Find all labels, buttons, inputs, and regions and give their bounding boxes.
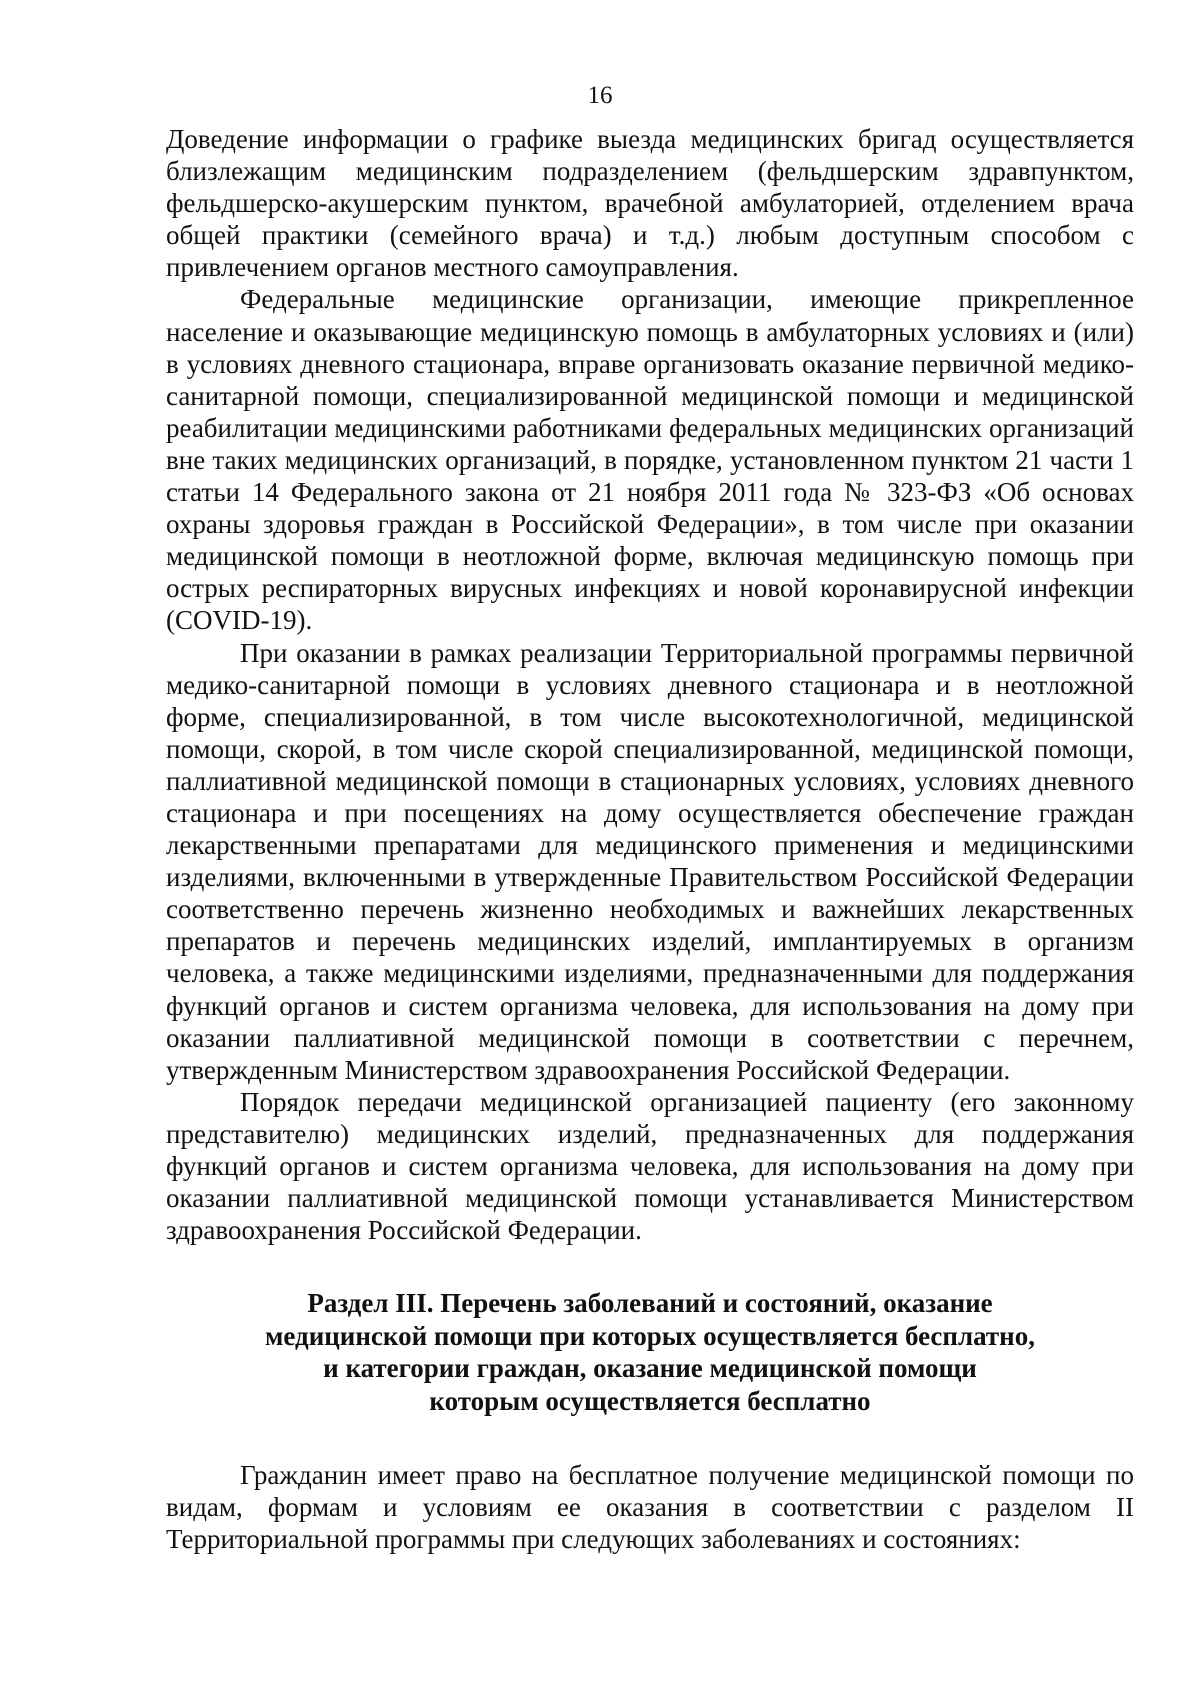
section-heading [166,1287,1134,1417]
paragraph-free-care-right: Гражданин имеет право на бесплатное получение медицинской помощи по видам, формам и условиям ее оказания в соответствии с разделом II Территориальной программы при следующих заболеваниях и состояниях: [166,1460,1134,1555]
section-heading-line: которым осуществляется бесплатно [429,1385,871,1416]
paragraph-device-transfer: Порядок передачи медицинской организацией пациенту (его законному представителю) медицинских изделий, предназначенных для поддержания функций органов и систем организма человека, для использования на дому при оказании паллиативной медицинской помощи устанавливается Министерством здравоохранения Российской Федерации. [166,1086,1134,1246]
section-heading-line: Раздел III. Перечень заболеваний и состояний, оказание [307,1288,993,1319]
paragraph-brigade-schedule: Доведение информации о графике выезда медицинских бригад осуществляется близлежащим медицинским подразделением (фельдшерским здравпунктом, фельдшерско-акушерским пунктом, врачебной амбулаторией, отделением врача общей практики (семейного врача) и т.д.) любым доступным способом с привлечением органов местного самоуправления. [166,124,1134,283]
section-heading-line: и категории граждан, оказание медицинской помощи [323,1353,977,1384]
document-body [166,123,1134,1556]
section-heading-line: медицинской помощи при которых осуществляется бесплатно, [265,1320,1035,1351]
paragraph-drug-provision: При оказании в рамках реализации Территориальной программы первичной медико-санитарной помощи в условиях дневного стационара и в неотложной форме, специализированной, в том числе высокотехнологичной, медицинской помощи, скорой, в том числе скорой специализированной, медицинской помощи, паллиативной медицинской помощи в стационарных условиях, условиях дневного стационара и при посещениях на дому осуществляется обеспечение граждан лекарственными препаратами для медицинского применения и медицинскими изделиями, включенными в утвержденные Правительством Российской Федерации соответственно перечень жизненно необходимых и важнейших лекарственных препаратов и перечень медицинских изделий, имплантируемых в организм человека, а также медицинскими изделиями, предназначенными для поддержания функций органов и систем организма человека, для использования на дому при оказании паллиативной медицинской помощи в соответствии с перечнем, утвержденным Министерством здравоохранения Российской Федерации. [166,637,1134,1085]
paragraph-federal-organizations: Федеральные медицинские организации, имеющие прикрепленное население и оказывающие медицинскую помощь в амбулаторных условиях и (или) в условиях дневного стационара, вправе организовать оказание первичной медико-санитарной помощи, специализированной медицинской помощи и медицинской реабилитации медицинскими работниками федеральных медицинских организаций вне таких медицинских организаций, в порядке, установленном пунктом 21 части 1 статьи 14 Федерального закона от 21 ноября 2011 года № 323-ФЗ «Об основах охраны здоровья граждан в Российской Федерации», в том числе при оказании медицинской помощи в неотложной форме, включая медицинскую помощь при острых респираторных вирусных инфекциях и новой коронавирусной инфекции (COVID-19). [166,284,1134,636]
page-number: 16 [587,82,613,109]
